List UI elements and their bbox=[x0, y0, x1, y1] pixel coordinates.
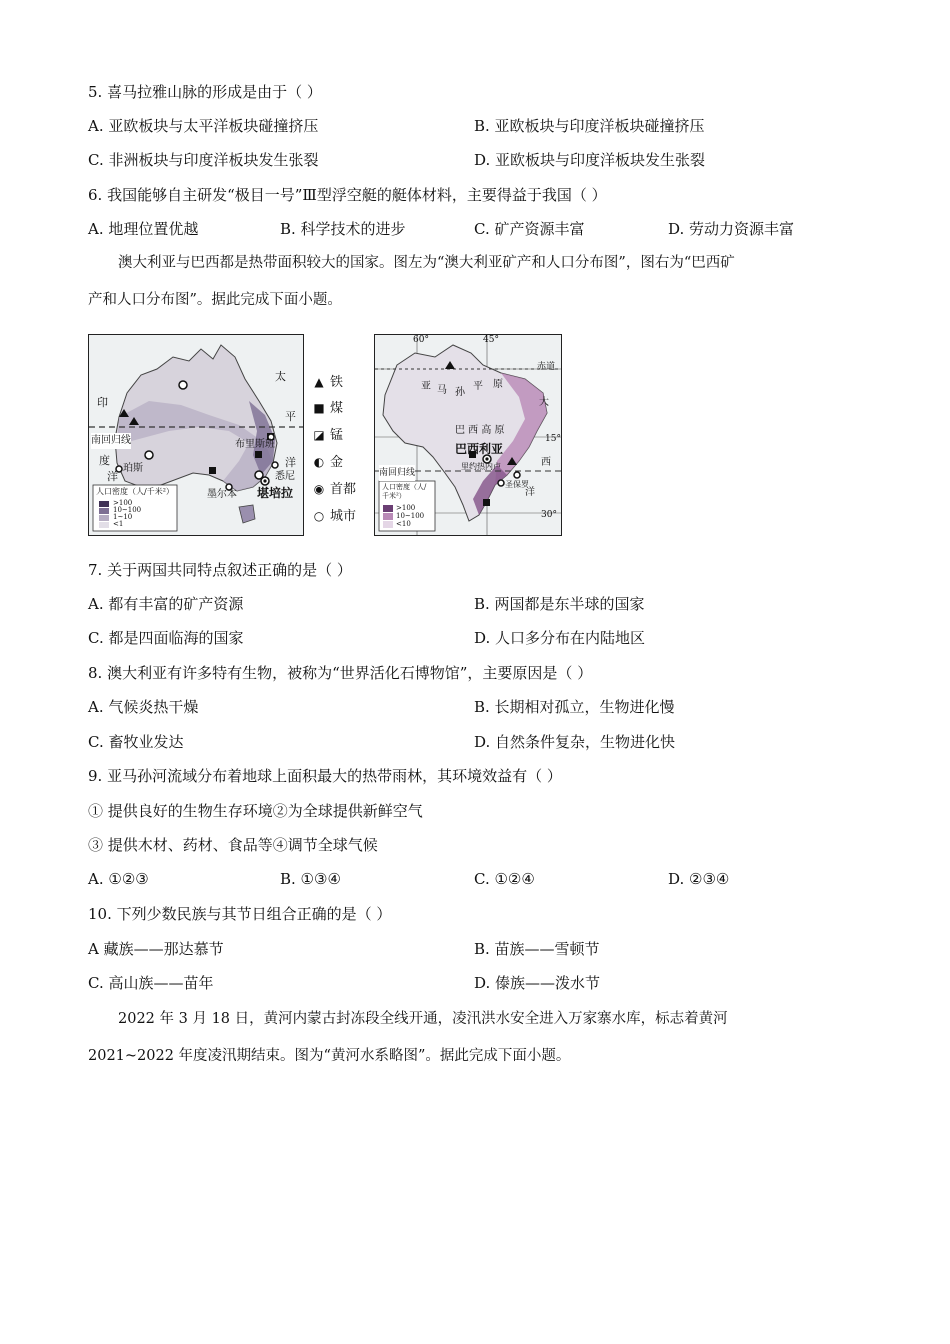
aus-melbourne-label: 墨尔本 bbox=[207, 489, 237, 500]
bra-brasilia-label: 巴西利亚 bbox=[455, 442, 504, 456]
aus-density-d2: 10~100 bbox=[113, 506, 142, 514]
bra-lon60: 60° bbox=[413, 335, 429, 345]
q10-option-a: A 藏族——那达慕节 bbox=[88, 940, 224, 958]
bra-lat30: 30° bbox=[541, 510, 557, 520]
q8-stem: 8. 澳大利亚有许多特有生物，被称为“世界活化石博物馆”，主要原因是（ ） bbox=[88, 664, 593, 682]
aus-tropic-label: 南回归线 bbox=[91, 433, 131, 449]
intro2-line2: 2021~2022 年度凌汛期结束。图为“黄河水系略图”。据此完成下面小题。 bbox=[88, 1048, 571, 1064]
bra-density-d2: 10~100 bbox=[396, 512, 425, 520]
q9-option-a: A. ①②③ bbox=[88, 870, 149, 888]
brazil-map bbox=[374, 334, 562, 536]
q6-option-c: C. 矿产资源丰富 bbox=[474, 220, 585, 238]
square-icon: ■ bbox=[313, 401, 325, 415]
q7-option-c: C. 都是四面临海的国家 bbox=[88, 629, 244, 647]
aus-ocean-right-1: 太 bbox=[275, 370, 286, 383]
intro1-line1: 澳大利亚与巴西都是热带面积较大的国家。图左为“澳大利亚矿产和人口分布图”，图右为“巴西矿 bbox=[118, 255, 735, 271]
q5-option-d: D. 亚欧板块与印度洋板块发生张裂 bbox=[474, 151, 706, 169]
aus-ocean-right-3: 洋 bbox=[285, 456, 296, 469]
australia-map bbox=[88, 334, 304, 536]
q5-stem: 5. 喜马拉雅山脉的形成是由于（ ） bbox=[88, 83, 322, 101]
q10-option-c: C. 高山族——苗年 bbox=[88, 974, 214, 992]
q7-option-b: B. 两国都是东半球的国家 bbox=[474, 595, 645, 613]
q7-option-a: A. 都有丰富的矿产资源 bbox=[88, 595, 244, 613]
bra-amazon-1: 亚 bbox=[421, 381, 431, 392]
aus-ocean-right-2: 平 bbox=[285, 410, 296, 423]
q6-option-b: B. 科学技术的进步 bbox=[280, 220, 406, 238]
legend-iron-label: 铁 bbox=[330, 375, 344, 390]
bra-amazon-3: 孙 bbox=[455, 387, 465, 398]
bra-ocean-1: 大 bbox=[539, 397, 549, 408]
q6-option-d: D. 劳动力资源丰富 bbox=[668, 220, 795, 238]
q9-option-d: D. ②③④ bbox=[668, 870, 730, 888]
q7-option-d: D. 人口多分布在内陆地区 bbox=[474, 629, 646, 647]
q10-option-d: D. 傣族——泼水节 bbox=[474, 974, 601, 992]
q8-option-c: C. 畜牧业发达 bbox=[88, 733, 184, 751]
q9-item-2: ③ 提供木材、药材、食品等④调节全球气候 bbox=[88, 836, 378, 854]
city-icon: ○ bbox=[313, 509, 325, 523]
q10-stem: 10. 下列少数民族与其节日组合正确的是（ ） bbox=[88, 905, 392, 923]
legend-coal-label: 煤 bbox=[330, 401, 344, 416]
aus-brisbane-label: 布里斯班 bbox=[235, 439, 275, 450]
bra-ocean-3: 洋 bbox=[525, 487, 535, 498]
q5-option-b: B. 亚欧板块与印度洋板块碰撞挤压 bbox=[474, 117, 705, 135]
q8-option-a: A. 气候炎热干燥 bbox=[88, 698, 199, 716]
q9-stem: 9. 亚马孙河流域分布着地球上面积最大的热带雨林，其环境效益有（ ） bbox=[88, 767, 562, 785]
aus-density-title: 人口密度（人/千米²） bbox=[96, 487, 174, 496]
bra-highland: 巴 西 高 原 bbox=[455, 425, 505, 436]
q8-option-b: B. 长期相对孤立，生物进化慢 bbox=[474, 698, 675, 716]
legend-city-label: 城市 bbox=[330, 509, 357, 524]
legend-city bbox=[312, 508, 356, 525]
intro1-line2: 产和人口分布图”。据此完成下面小题。 bbox=[88, 292, 342, 308]
legend-gold-label: 金 bbox=[330, 455, 344, 470]
aus-ocean-left-3: 洋 bbox=[107, 470, 118, 483]
bra-amazon-5: 原 bbox=[493, 379, 503, 390]
bra-equator: 赤道 bbox=[537, 362, 556, 372]
q9-option-c: C. ①②④ bbox=[474, 870, 535, 888]
bra-ocean-2: 西 bbox=[541, 457, 551, 468]
aus-density-d4: <1 bbox=[113, 520, 124, 528]
manganese-icon: ◪ bbox=[313, 428, 325, 442]
legend-gold bbox=[312, 454, 343, 471]
bra-density-d3: <10 bbox=[396, 520, 411, 528]
aus-ocean-left-2: 度 bbox=[99, 454, 110, 467]
aus-perth-label: 珀斯 bbox=[123, 463, 143, 474]
q9-option-b: B. ①③④ bbox=[280, 870, 341, 888]
q5-option-c: C. 非洲板块与印度洋板块发生张裂 bbox=[88, 151, 319, 169]
q10-option-b: B. 苗族——雪顿节 bbox=[474, 940, 600, 958]
legend-capital bbox=[312, 481, 356, 498]
bra-tropic-label: 南回归线 bbox=[379, 465, 415, 481]
q6-stem: 6. 我国能够自主研发“极目一号”Ⅲ型浮空艇的艇体材料，主要得益于我国（ ） bbox=[88, 186, 607, 204]
bra-amazon-2: 马 bbox=[437, 385, 447, 396]
q9-item-1: ① 提供良好的生物生存环境②为全球提供新鲜空气 bbox=[88, 802, 423, 820]
bra-density-title: 人口密度（人/千米²） bbox=[382, 483, 427, 500]
legend-manganese bbox=[312, 427, 343, 444]
q5-option-a: A. 亚欧板块与太平洋板块碰撞挤压 bbox=[88, 117, 319, 135]
bra-rio-label: 里约热内卢 bbox=[461, 462, 501, 471]
legend-capital-label: 首都 bbox=[330, 482, 357, 497]
bra-lat15: 15° bbox=[545, 434, 561, 444]
bra-saopaulo-label: 圣保罗 bbox=[505, 480, 529, 489]
map-figure bbox=[88, 330, 578, 538]
aus-sydney-label: 悉尼 bbox=[275, 471, 295, 482]
gold-icon: ◐ bbox=[313, 455, 325, 469]
q6-option-a: A. 地理位置优越 bbox=[88, 220, 199, 238]
bra-amazon-4: 平 bbox=[473, 381, 483, 392]
legend-coal bbox=[312, 400, 343, 417]
triangle-icon: ▲ bbox=[314, 375, 324, 389]
bra-density-d1: >100 bbox=[396, 504, 416, 512]
legend-iron bbox=[312, 374, 343, 391]
legend-manganese-label: 锰 bbox=[330, 428, 344, 443]
aus-density-d3: 1~10 bbox=[113, 513, 133, 521]
q7-stem: 7. 关于两国共同特点叙述正确的是（ ） bbox=[88, 561, 352, 579]
capital-icon: ◉ bbox=[313, 482, 325, 496]
intro2-line1: 2022 年 3 月 18 日，黄河内蒙古封冻段全线开通，凌汛洪水安全进入万家寨水库，标志着黄河 bbox=[118, 1011, 728, 1027]
q8-option-d: D. 自然条件复杂，生物进化快 bbox=[474, 733, 676, 751]
aus-ocean-left-1: 印 bbox=[97, 396, 108, 409]
bra-lon45: 45° bbox=[483, 335, 499, 345]
aus-density-d1: >100 bbox=[113, 499, 133, 507]
aus-canberra-label: 堪培拉 bbox=[257, 486, 294, 500]
